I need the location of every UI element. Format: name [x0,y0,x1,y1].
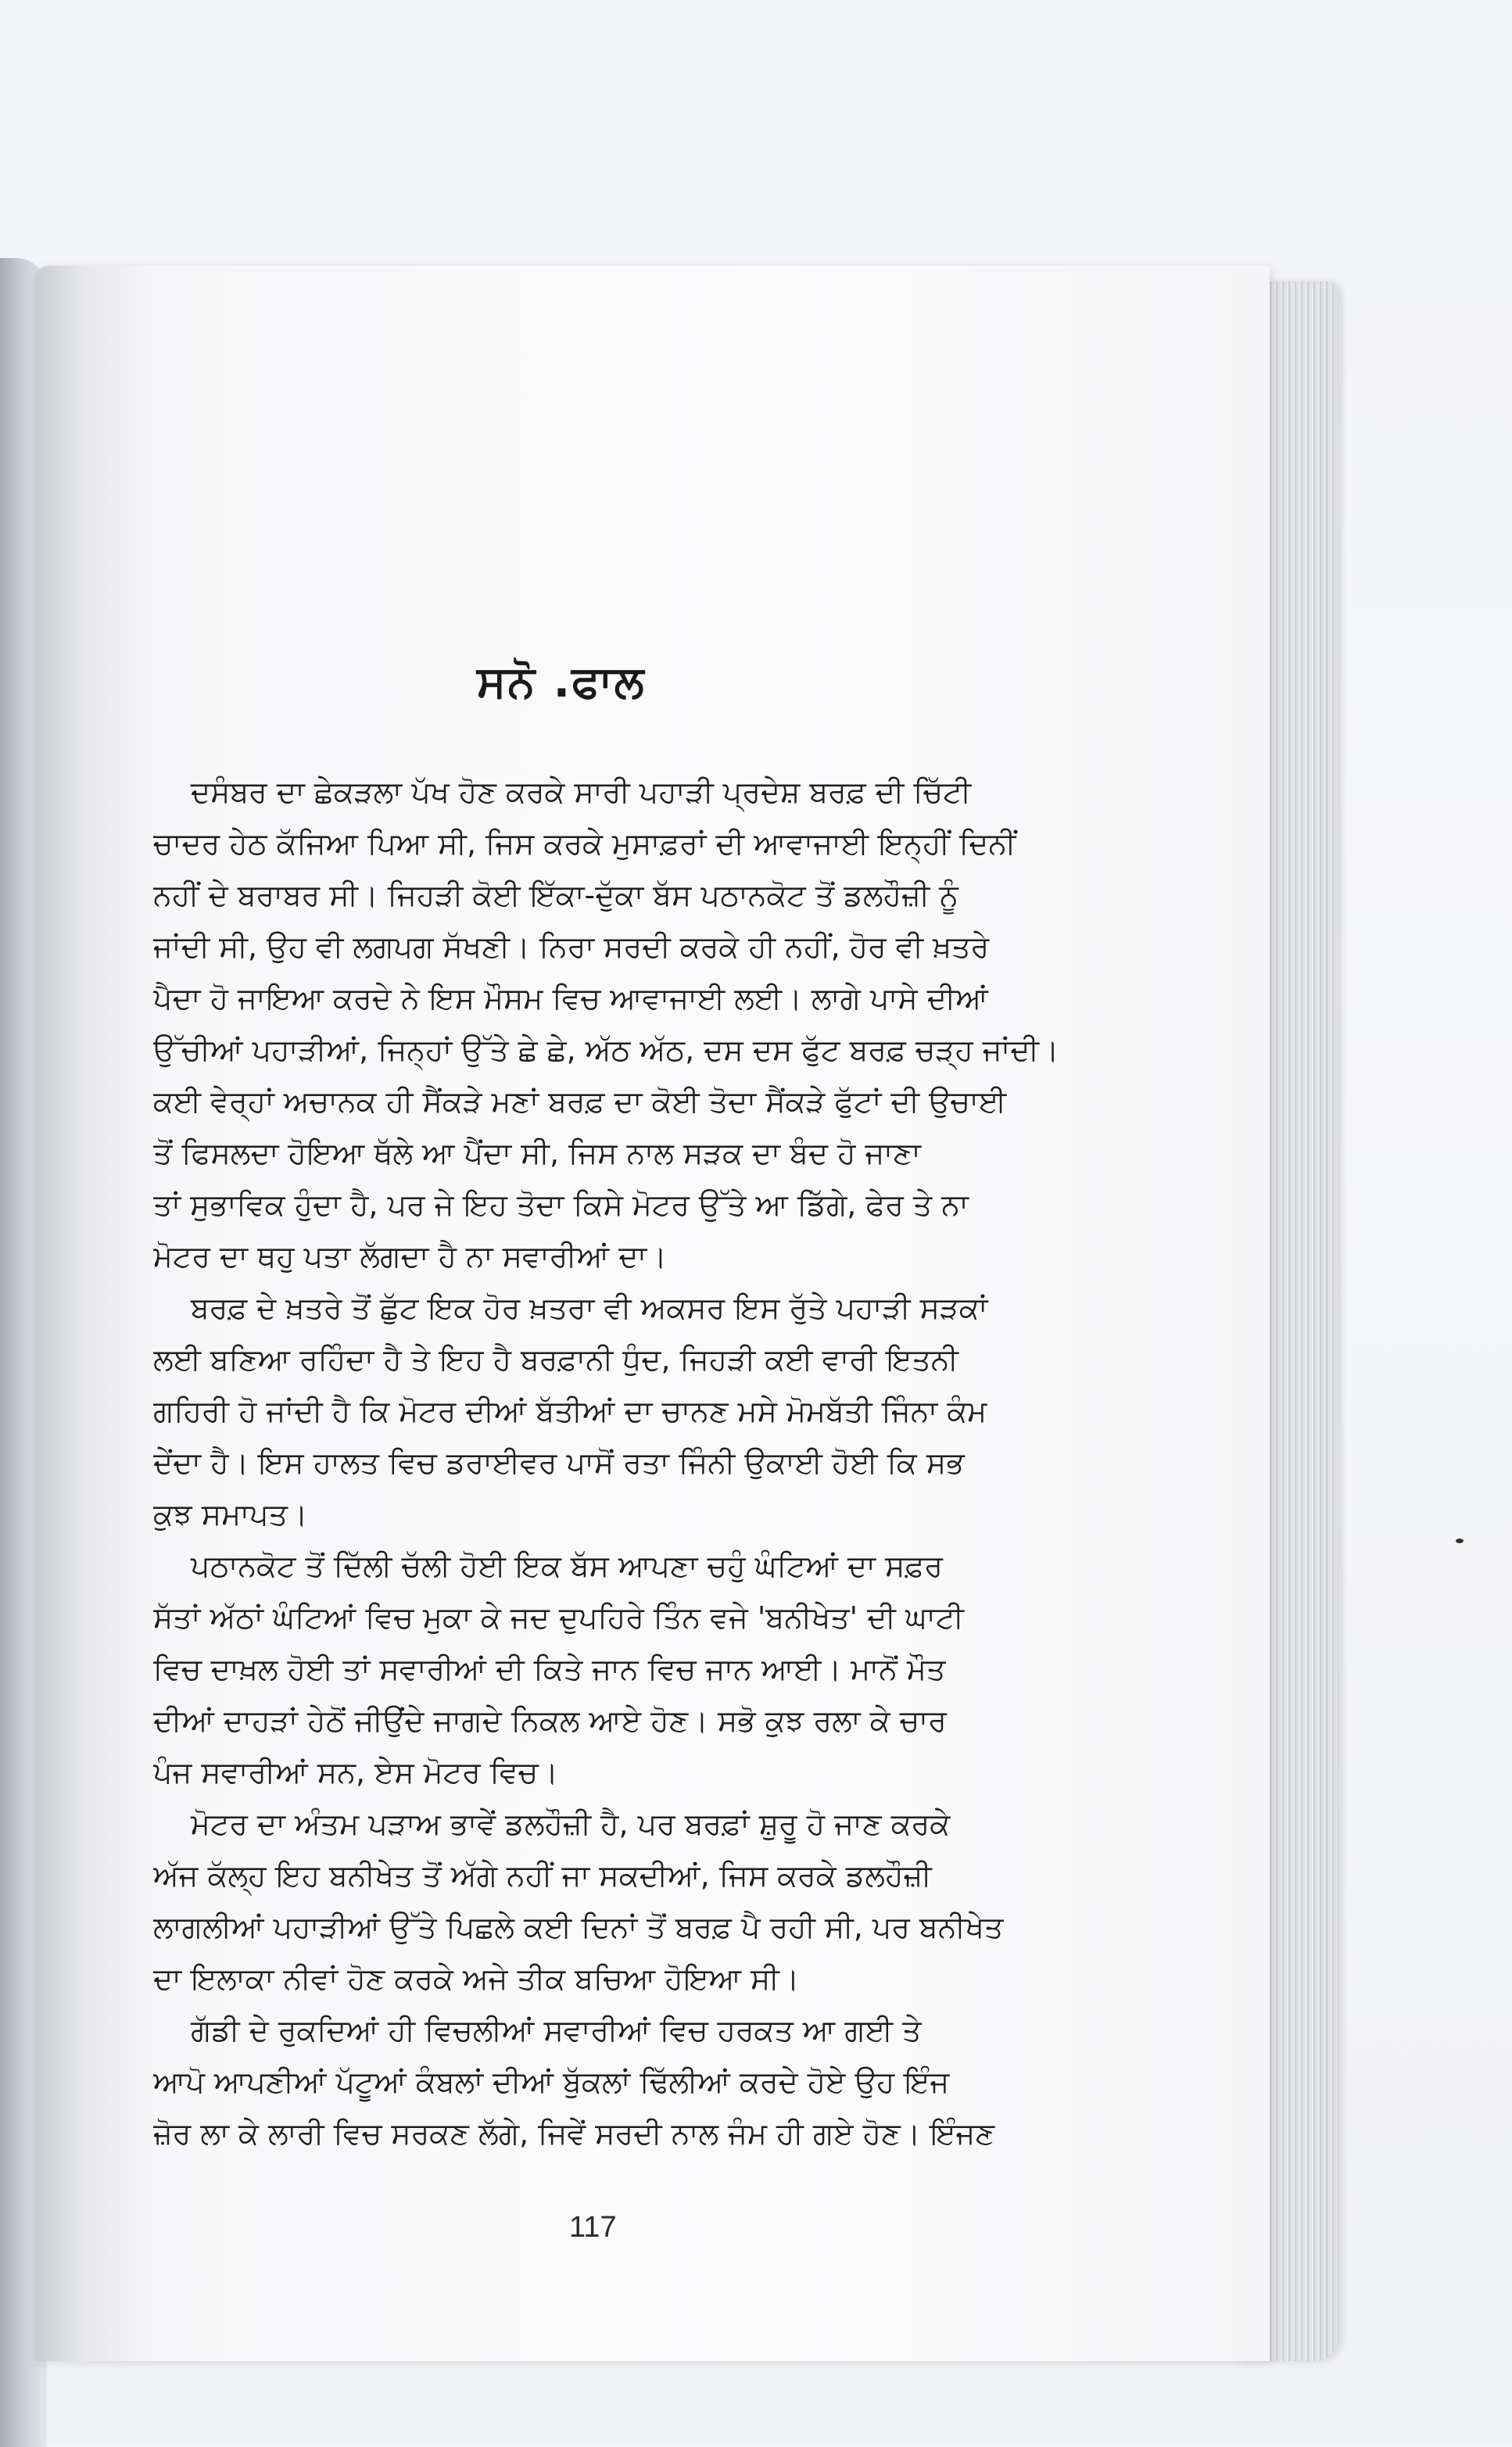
text-line: ਗੱਡੀ ਦੇ ਰੁਕਦਿਆਂ ਹੀ ਵਿਚਲੀਆਂ ਸਵਾਰੀਆਂ ਵਿਚ ਹਰਕਤ ਆ ਗਈ ਤੇ [191,2013,922,2048]
text-line: ਜ਼ੋਰ ਲਾ ਕੇ ਲਾਰੀ ਵਿਚ ਸਰਕਣ ਲੱਗੇ, ਜਿਵੇਂ ਸਰਦੀ ਨਾਲ ਜੰਮ ਹੀ ਗਏ ਹੋਣ। ਇੰਜਣ [153,2116,995,2151]
text-line: ਵਿਚ ਦਾਖ਼ਲ ਹੋਈ ਤਾਂ ਸਵਾਰੀਆਂ ਦੀ ਕਿਤੇ ਜਾਨ ਵਿਚ ਜਾਨ ਆਈ। ਮਾਨੋਂ ਮੌਤ [153,1652,946,1686]
text-line: ਚਾਦਰ ਹੇਠ ਕੱਜਿਆ ਪਿਆ ਸੀ, ਜਿਸ ਕਰਕੇ ਮੁਸਾਫ਼ਰਾਂ ਦੀ ਆਵਾਜਾਈ ਇਨ੍ਹੀਂ ਦਿਨੀਂ [153,826,1016,861]
text-line: ਉੱਚੀਆਂ ਪਹਾੜੀਆਂ, ਜਿਨ੍ਹਾਂ ਉੱਤੇ ਛੇ ਛੇ, ਅੱਠ ਅੱਠ, ਦਸ ਦਸ ਫੁੱਟ ਬਰਫ਼ ਚੜ੍ਹ ਜਾਂਦੀ। [153,1033,1059,1067]
body-text [153,766,1111,2159]
text-line: ਬਰਫ਼ ਦੇ ਖ਼ਤਰੇ ਤੋਂ ਛੁੱਟ ਇਕ ਹੋਰ ਖ਼ਤਰਾ ਵੀ ਅਕਸਰ ਇਸ ਰੁੱਤੇ ਪਹਾੜੀ ਸੜਕਾਂ [191,1291,988,1325]
text-line: ਆਪੋ ਆਪਣੀਆਂ ਪੱਟੂਆਂ ਕੰਬਲਾਂ ਦੀਆਂ ਬੁੱਕਲਾਂ ਢਿੱਲੀਆਂ ਕਰਦੇ ਹੋਏ ਉਹ ਇੰਜ [153,2065,950,2099]
text-line: ਤੋਂ ਫਿਸਲਦਾ ਹੋਇਆ ਥੱਲੇ ਆ ਪੈਂਦਾ ਸੀ, ਜਿਸ ਨਾਲ ਸੜਕ ਦਾ ਬੰਦ ਹੋ ਜਾਣਾ [153,1136,921,1170]
text-line: ਗਹਿਰੀ ਹੋ ਜਾਂਦੀ ਹੈ ਕਿ ਮੋਟਰ ਦੀਆਂ ਬੱਤੀਆਂ ਦਾ ਚਾਨਣ ਮਸੇ ਮੋਮਬੱਤੀ ਜਿੰਨਾ ਕੰਮ [153,1394,987,1428]
text-line: ਮੋਟਰ ਦਾ ਥਹੁ ਪਤਾ ਲੱਗਦਾ ਹੈ ਨਾ ਸਵਾਰੀਆਂ ਦਾ। [153,1239,667,1274]
text-line: ਪੰਜ ਸਵਾਰੀਆਂ ਸਨ, ਏਸ ਮੋਟਰ ਵਿਚ। [153,1755,559,1790]
text-line: ਅੱਜ ਕੱਲ੍ਹ ਇਹ ਬਨੀਖੇਤ ਤੋਂ ਅੱਗੇ ਨਹੀਂ ਜਾ ਸਕਦੀਆਂ, ਜਿਸ ਕਰਕੇ ਡਲਹੌਜ਼ੀ [153,1858,932,1893]
text-line: ਲਈ ਬਣਿਆ ਰਹਿੰਦਾ ਹੈ ਤੇ ਇਹ ਹੈ ਬਰਫ਼ਾਨੀ ਧੁੰਦ, ਜਿਹੜੀ ਕਈ ਵਾਰੀ ਇਤਨੀ [153,1342,958,1377]
text-line: ਨਹੀਂ ਦੇ ਬਰਾਬਰ ਸੀ। ਜਿਹੜੀ ਕੋਈ ਇੱਕਾ-ਦੁੱਕਾ ਬੱਸ ਪਠਾਨਕੋਟ ਤੋਂ ਡਲਹੌਜ਼ੀ ਨੂੰ [153,878,958,912]
text-line: ਸੱਤਾਂ ਅੱਠਾਂ ਘੰਟਿਆਂ ਵਿਚ ਮੁਕਾ ਕੇ ਜਦ ਦੁਪਹਿਰੇ ਤਿੰਨ ਵਜੇ 'ਬਨੀਖੇਤ' ਦੀ ਘਾਟੀ [153,1600,964,1635]
text-line: ਜਾਂਦੀ ਸੀ, ਉਹ ਵੀ ਲਗਪਗ ਸੱਖਣੀ। ਨਿਰਾ ਸਰਦੀ ਕਰਕੇ ਹੀ ਨਹੀਂ, ਹੋਰ ਵੀ ਖ਼ਤਰੇ [153,930,990,964]
text-line: ਤਾਂ ਸੁਭਾਵਿਕ ਹੁੰਦਾ ਹੈ, ਪਰ ਜੇ ਇਹ ਤੋਦਾ ਕਿਸੇ ਮੋਟਰ ਉੱਤੇ ਆ ਡਿੱਗੇ, ਫੇਰ ਤੇ ਨਾ [153,1188,969,1222]
dust-speck [1456,1539,1464,1543]
page-number: 117 [569,2211,617,2244]
text-line: ਦੀਆਂ ਦਾਹੜਾਂ ਹੇਠੋਂ ਜੀਉਂਦੇ ਜਾਗਦੇ ਨਿਕਲ ਆਏ ਹੋਣ। ਸਭੋ ਕੁਝ ਰਲਾ ਕੇ ਚਾਰ [153,1704,947,1738]
text-line: ਦਾ ਇਲਾਕਾ ਨੀਵਾਂ ਹੋਣ ਕਰਕੇ ਅਜੇ ਤੀਕ ਬਚਿਆ ਹੋਇਆ ਸੀ। [153,1962,800,1996]
text-line: ਪਠਾਨਕੋਟ ਤੋਂ ਦਿੱਲੀ ਚੱਲੀ ਹੋਈ ਇਕ ਬੱਸ ਆਪਣਾ ਚਹੁੰ ਘੰਟਿਆਂ ਦਾ ਸਫ਼ਰ [191,1549,943,1583]
text-line: ਦੇਂਦਾ ਹੈ। ਇਸ ਹਾਲਤ ਵਿਚ ਡਰਾਈਵਰ ਪਾਸੋਂ ਰਤਾ ਜਿੰਨੀ ਉਕਾਈ ਹੋਈ ਕਿ ਸਭ [153,1446,965,1480]
text-line: ਲਾਗਲੀਆਂ ਪਹਾੜੀਆਂ ਉੱਤੇ ਪਿਛਲੇ ਕਈ ਦਿਨਾਂ ਤੋਂ ਬਰਫ਼ ਪੈ ਰਹੀ ਸੀ, ਪਰ ਬਨੀਖੇਤ [153,1910,1004,1944]
text-line: ਮੋਟਰ ਦਾ ਅੰਤਮ ਪੜਾਅ ਭਾਵੇਂ ਡਲਹੌਜ਼ੀ ਹੈ, ਪਰ ਬਰਫ਼ਾਂ ਸ਼ੁਰੂ ਹੋ ਜਾਣ ਕਰਕੇ [191,1807,951,1841]
text-line: ਕਈ ਵੇਰ੍ਹਾਂ ਅਚਾਨਕ ਹੀ ਸੈਂਕੜੇ ਮਣਾਂ ਬਰਫ਼ ਦਾ ਕੋਈ ਤੋਦਾ ਸੈਂਕੜੇ ਫੁੱਟਾਂ ਦੀ ਉਚਾਈ [153,1084,1007,1119]
chapter-title: ਸਨੋ .ਫਾਲ [477,657,646,708]
text-line: ਕੁਝ ਸਮਾਪਤ। [153,1497,308,1532]
text-line: ਦਸੰਬਰ ਦਾ ਛੇਕੜਲਾ ਪੱਖ ਹੋਣ ਕਰਕੇ ਸਾਰੀ ਪਹਾੜੀ ਪ੍ਰਦੇਸ਼ ਬਰਫ਼ ਦੀ ਚਿੱਟੀ [191,775,972,809]
text-line: ਪੈਦਾ ਹੋ ਜਾਇਆ ਕਰਦੇ ਨੇ ਇਸ ਮੌਸਮ ਵਿਚ ਆਵਾਜਾਈ ਲਈ। ਲਾਗੇ ਪਾਸੇ ਦੀਆਂ [153,981,988,1016]
